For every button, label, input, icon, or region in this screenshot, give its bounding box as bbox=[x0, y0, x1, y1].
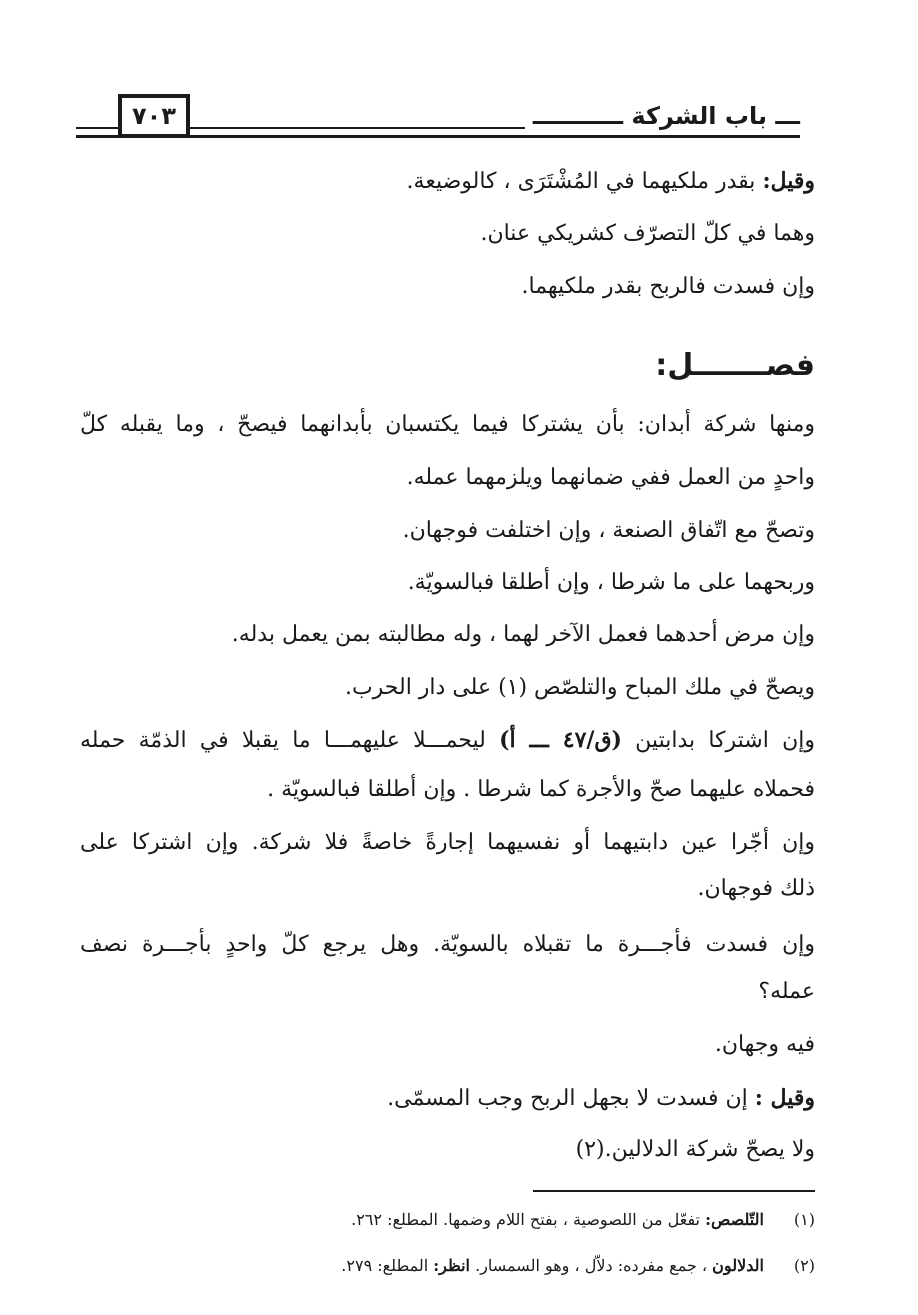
section-title: فصـــــــل: bbox=[655, 348, 815, 383]
footnote-text: المطلع: ٢٧٩. bbox=[341, 1256, 434, 1275]
text-line: ولا يصحّ شركة الدلالين.(٢) bbox=[575, 1137, 815, 1162]
line-text: بقدر ملكيهما في المُشْتَرَى ، كالوضيعة. bbox=[406, 169, 763, 194]
text-line: ومنها شركة أبدان: بأن يشتركا فيما يكتسبان بأبدانهما فيصحّ ، وما يقبله كلّ bbox=[80, 412, 815, 437]
text-line bbox=[80, 725, 815, 756]
footnote-term: الدلالون bbox=[712, 1256, 764, 1275]
footnote-text: ، جمع مفرده: دلاّل ، وهو السمسار. bbox=[470, 1256, 713, 1275]
text-line: فحملاه عليهما صحّ والأجرة كما شرطا . وإن أطلقا فبالسويّة . bbox=[267, 777, 815, 802]
running-head: ـــ باب الشركة ـــــــــــ bbox=[525, 100, 800, 130]
manuscript-ref: (ق/٤٧ ـــ أ) bbox=[499, 727, 622, 753]
line-text: إن فسدت لا بجهل الربح وجب المسمّى. bbox=[387, 1086, 755, 1111]
footnote bbox=[160, 1254, 815, 1278]
text-line bbox=[387, 1083, 815, 1114]
text-line: واحدٍ من العمل ففي ضمانهما ويلزمهما عمله. bbox=[406, 465, 815, 490]
text-line bbox=[407, 166, 815, 197]
footnote-text: تفعّل من اللصوصية ، بفتح اللام وضمها. المطلع: ٢٦٢. bbox=[351, 1210, 706, 1229]
text-line: عمله؟ bbox=[758, 979, 815, 1004]
text-line: وإن مرض أحدهما فعمل الآخر لهما ، وله مطالبته بمن يعمل بدله. bbox=[231, 622, 815, 647]
text-line: وإن أجّرا عين دابتيهما أو نفسيهما إجارةً خاصةً فلا شركة. وإن اشتركا على bbox=[80, 830, 815, 855]
line-text: ليحمـــلا عليهمـــا ما يقبلا في الذمّة حمله bbox=[80, 728, 500, 753]
lead-word: وقيل : bbox=[754, 1085, 815, 1111]
text-line: وإن فسدت فالربح بقدر ملكيهما. bbox=[521, 274, 815, 299]
footnote bbox=[160, 1208, 815, 1232]
footnote-ref: انظر: bbox=[433, 1256, 470, 1275]
footnote-number: (١) bbox=[793, 1210, 815, 1229]
text-line: فيه وجهان. bbox=[714, 1032, 815, 1057]
lead-word: وقيل: bbox=[762, 168, 815, 194]
page-number: ٧٠٣ bbox=[118, 94, 190, 138]
text-line: وإن فسدت فأجـــرة ما تقبلاه بالسويّة. وهل يرجع كلّ واحدٍ بأجـــرة نصف bbox=[80, 932, 815, 957]
footnote-number: (٢) bbox=[793, 1256, 815, 1275]
text-line: ذلك فوجهان. bbox=[697, 876, 815, 901]
text-line: ويصحّ في ملك المباح والتلصّص (١) على دار الحرب. bbox=[344, 675, 815, 700]
text-line: وربحهما على ما شرطا ، وإن أطلقا فبالسويّة. bbox=[407, 570, 815, 595]
text-line: وهما في كلّ التصرّف كشريكي عنان. bbox=[480, 221, 815, 246]
line-text: وإن اشتركا بدابتين bbox=[621, 728, 815, 753]
footnote-rule bbox=[533, 1190, 815, 1192]
text-line: وتصحّ مع اتّفاق الصنعة ، وإن اختلفت فوجهان. bbox=[402, 518, 815, 543]
footnote-term: التّلصص: bbox=[705, 1210, 764, 1229]
